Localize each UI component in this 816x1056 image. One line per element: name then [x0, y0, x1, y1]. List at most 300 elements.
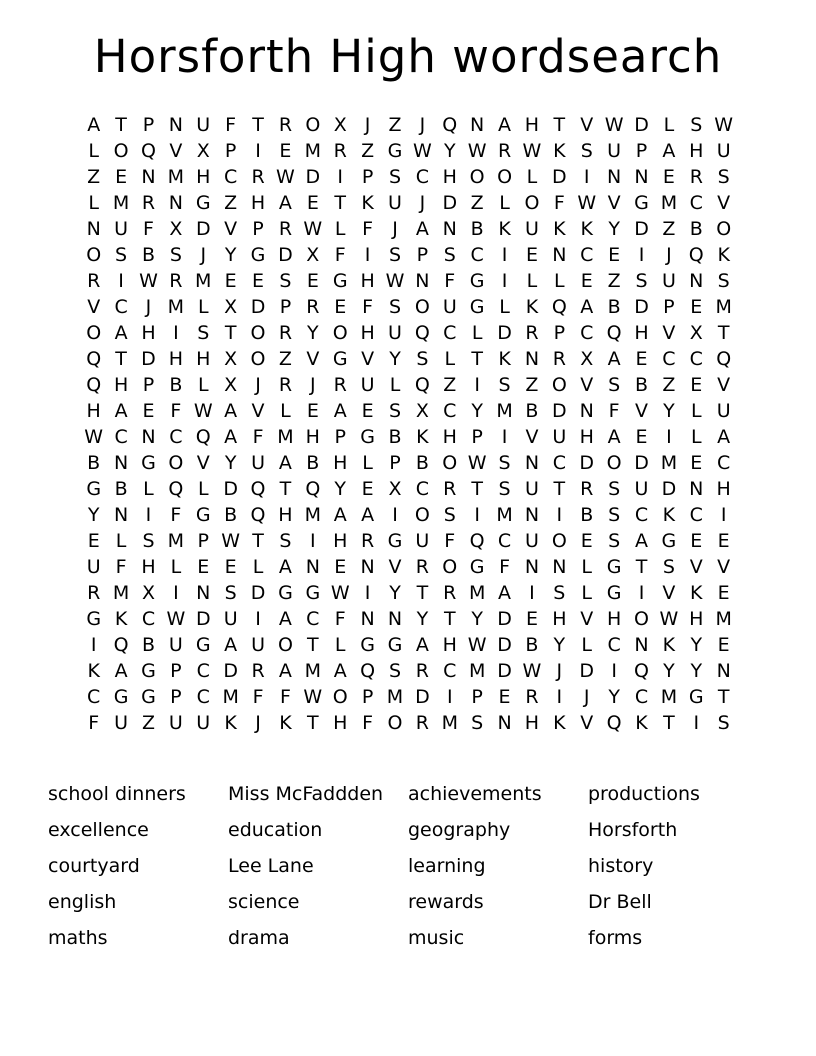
grid-letter: H [141, 556, 156, 578]
grid-letter: E [361, 400, 374, 422]
grid-letter: W [385, 270, 405, 292]
grid-letter: D [497, 608, 512, 630]
grid-letter: Z [525, 374, 539, 396]
grid-letter: P [224, 140, 237, 162]
grid-letter: Q [469, 530, 485, 552]
grid-letter: E [717, 634, 730, 656]
grid-letter: W [522, 140, 542, 162]
grid-letter: B [525, 400, 539, 422]
grid-letter: R [443, 478, 457, 500]
grid-letter: E [197, 556, 210, 578]
grid-letter: R [689, 166, 703, 188]
grid-letter: I [501, 426, 508, 448]
grid-letter: G [387, 140, 403, 162]
grid-letter: R [278, 374, 293, 396]
grid-letter: H [442, 166, 457, 188]
grid-letter: W [522, 660, 542, 682]
grid-letter: E [279, 140, 292, 162]
grid-letter: A [498, 114, 512, 136]
grid-letter: C [443, 400, 457, 422]
grid-letter: W [330, 582, 350, 604]
grid-letter: L [170, 556, 182, 578]
grid-letter: P [361, 686, 374, 708]
grid-letter: F [225, 114, 237, 136]
grid-letter: X [169, 218, 183, 240]
grid-letter: K [553, 140, 566, 162]
grid-letter: U [524, 478, 539, 500]
grid-letter: E [334, 556, 347, 578]
grid-letter: I [364, 582, 371, 604]
grid-letter: C [141, 608, 156, 630]
grid-letter: F [115, 556, 127, 578]
grid-letter: D [250, 296, 266, 318]
grid-letter: A [224, 634, 238, 656]
grid-letter: T [553, 478, 566, 500]
grid-letter: S [279, 530, 292, 552]
grid-letter: K [662, 634, 676, 656]
grid-letter: W [166, 608, 186, 630]
grid-letter: Y [87, 504, 100, 526]
grid-letter: X [196, 140, 210, 162]
grid-letter: V [306, 348, 320, 370]
grid-letter: A [224, 426, 238, 448]
grid-letter: F [279, 686, 291, 708]
grid-letter: S [224, 582, 237, 604]
grid-letter: X [333, 114, 347, 136]
grid-letter: A [498, 582, 512, 604]
grid-letter: M [167, 530, 185, 552]
grid-letter: H [579, 426, 594, 448]
grid-letter: S [580, 140, 593, 162]
grid-letter: J [556, 660, 563, 682]
grid-letter: M [304, 660, 322, 682]
grid-letter: H [278, 504, 293, 526]
grid-letter: G [387, 634, 403, 656]
grid-letter: E [662, 166, 675, 188]
grid-letter: H [196, 166, 211, 188]
grid-letter: N [524, 348, 540, 370]
grid-letter: K [690, 582, 703, 604]
grid-letter: C [580, 244, 594, 266]
grid-letter: Y [663, 400, 675, 422]
grid-letter: R [497, 140, 512, 162]
grid-letter: C [634, 504, 649, 526]
grid-letter: G [195, 634, 211, 656]
grid-letter: B [141, 634, 155, 656]
grid-letter: V [717, 556, 731, 578]
grid-letter: N [497, 712, 512, 734]
grid-letter: L [334, 218, 346, 240]
grid-letter: P [471, 426, 483, 448]
grid-letter: L [280, 400, 291, 422]
grid-letter: D [497, 660, 512, 682]
grid-letter: G [469, 556, 485, 578]
grid-letter: T [471, 478, 483, 500]
grid-letter: W [659, 608, 679, 630]
grid-letter: J [666, 244, 672, 266]
grid-letter: B [470, 218, 484, 240]
grid-letter: F [252, 686, 264, 708]
grid-letter: L [690, 426, 702, 448]
grid-letter: V [169, 140, 183, 162]
grid-letter: L [499, 296, 510, 318]
grid-letter: A [114, 322, 128, 344]
grid-letter: U [661, 270, 676, 292]
grid-letter: Y [307, 322, 319, 344]
grid-letter: U [388, 322, 402, 344]
grid-letter: S [115, 244, 128, 266]
grid-letter: S [169, 244, 182, 266]
grid-letter: I [474, 504, 480, 526]
grid-letter: O [86, 322, 102, 344]
grid-letter: U [388, 192, 402, 214]
grid-letter: W [84, 426, 104, 448]
word-list-item: drama [228, 927, 290, 949]
grid-letter: R [525, 322, 539, 344]
grid-letter: Q [360, 660, 376, 682]
grid-letter: N [524, 452, 540, 474]
grid-letter: N [607, 166, 622, 188]
grid-letter: D [223, 660, 238, 682]
grid-letter: O [606, 452, 622, 474]
grid-letter: L [444, 348, 456, 370]
grid-letter: D [579, 452, 595, 474]
grid-letter: T [443, 608, 456, 630]
grid-letter: L [197, 478, 209, 500]
grid-letter: F [444, 530, 456, 552]
grid-letter: C [662, 348, 676, 370]
grid-letter: E [635, 348, 648, 370]
grid-letter: C [689, 348, 703, 370]
grid-letter: M [112, 192, 130, 214]
grid-letter: N [305, 556, 320, 578]
word-list-item: courtyard [48, 855, 140, 877]
grid-letter: K [279, 712, 292, 734]
grid-letter: Q [305, 478, 321, 500]
grid-letter: F [362, 296, 374, 318]
grid-letter: W [604, 114, 624, 136]
grid-letter: P [252, 218, 264, 240]
grid-letter: N [470, 114, 485, 136]
grid-letter: U [415, 530, 430, 552]
grid-letter: Y [334, 478, 347, 500]
grid-letter: R [306, 296, 320, 318]
grid-letter: Y [389, 348, 401, 370]
grid-letter: M [386, 686, 404, 708]
grid-letter: W [467, 452, 487, 474]
grid-letter: A [278, 608, 292, 630]
grid-letter: H [634, 322, 649, 344]
grid-letter: Z [388, 114, 402, 136]
grid-letter: R [251, 166, 265, 188]
grid-letter: I [638, 244, 645, 266]
grid-letter: I [392, 504, 398, 526]
grid-letter: S [608, 504, 621, 526]
grid-letter: C [114, 296, 128, 318]
grid-letter: C [443, 322, 457, 344]
grid-letter: K [361, 192, 374, 214]
grid-letter: V [689, 556, 703, 578]
grid-letter: E [306, 192, 319, 214]
grid-letter: G [360, 634, 375, 656]
grid-letter: X [306, 244, 320, 266]
grid-letter: C [634, 686, 649, 708]
grid-letter: Y [690, 634, 703, 656]
grid-letter: F [170, 400, 182, 422]
grid-letter: O [497, 166, 513, 188]
grid-letter: R [525, 686, 539, 708]
grid-letter: S [662, 556, 675, 578]
grid-letter: S [443, 504, 456, 526]
grid-letter: Z [224, 192, 238, 214]
word-list-item: productions [588, 783, 700, 805]
grid-letter: Z [278, 348, 292, 370]
grid-letter: Z [87, 166, 101, 188]
grid-letter: E [87, 530, 100, 552]
grid-letter: V [580, 374, 594, 396]
grid-letter: I [529, 582, 535, 604]
grid-letter: L [663, 114, 675, 136]
grid-letter: G [332, 348, 348, 370]
grid-letter: E [525, 244, 538, 266]
grid-letter: L [526, 270, 538, 292]
grid-letter: X [689, 322, 703, 344]
word-list-item: school dinners [48, 783, 186, 805]
grid-letter: R [278, 218, 293, 240]
grid-letter: I [310, 530, 316, 552]
grid-letter: N [196, 582, 211, 604]
grid-letter: Z [607, 270, 621, 292]
grid-letter: J [255, 712, 261, 734]
grid-letter: S [498, 374, 511, 396]
grid-letter: G [387, 530, 403, 552]
grid-letter: Q [250, 478, 266, 500]
grid-letter: Y [553, 634, 566, 656]
grid-letter: M [660, 686, 678, 708]
word-list-item: english [48, 891, 117, 913]
grid-letter: O [332, 686, 348, 708]
grid-letter: G [195, 504, 211, 526]
grid-letter: E [361, 478, 374, 500]
grid-letter: U [607, 140, 622, 162]
grid-letter: Z [662, 374, 676, 396]
grid-letter: T [663, 712, 675, 734]
grid-letter: K [498, 348, 511, 370]
grid-letter: N [86, 218, 101, 240]
grid-letter: P [142, 374, 155, 396]
grid-letter: F [608, 400, 620, 422]
grid-letter: Q [551, 296, 567, 318]
grid-letter: V [388, 556, 402, 578]
grid-letter: E [334, 296, 347, 318]
grid-letter: D [223, 478, 238, 500]
grid-letter: D [579, 660, 595, 682]
grid-letter: T [252, 530, 264, 552]
word-list-item: forms [588, 927, 643, 949]
grid-letter: S [498, 452, 511, 474]
grid-letter: C [607, 634, 621, 656]
word-list-column [228, 776, 408, 956]
grid-letter: R [87, 582, 101, 604]
grid-letter: N [360, 608, 375, 630]
grid-letter: N [689, 478, 704, 500]
grid-letter: I [474, 374, 480, 396]
grid-letter: I [583, 166, 590, 188]
grid-letter: A [415, 634, 429, 656]
grid-letter: B [415, 452, 429, 474]
grid-letter: R [552, 348, 566, 370]
grid-letter: A [278, 660, 292, 682]
grid-letter: K [224, 712, 237, 734]
grid-letter: M [660, 192, 678, 214]
grid-letter: Q [606, 712, 622, 734]
grid-letter: P [279, 296, 292, 318]
grid-letter: S [388, 166, 402, 188]
grid-letter: L [499, 192, 510, 214]
grid-letter: A [333, 660, 347, 682]
grid-letter: J [145, 296, 152, 318]
grid-letter: F [553, 192, 565, 214]
grid-letter: Y [471, 400, 483, 422]
grid-letter: H [333, 712, 348, 734]
grid-letter: C [224, 166, 238, 188]
grid-letter: I [693, 712, 700, 734]
grid-letter: D [497, 322, 512, 344]
word-list-item: Dr Bell [588, 891, 652, 913]
grid-letter: U [524, 218, 539, 240]
grid-letter: T [717, 686, 730, 708]
grid-letter: D [661, 478, 677, 500]
grid-letter: C [415, 478, 430, 500]
grid-letter: Q [606, 322, 622, 344]
word-list-item: education [228, 819, 323, 841]
grid-letter: H [250, 192, 266, 214]
grid-letter: G [86, 608, 102, 630]
grid-letter: Y [608, 218, 620, 240]
grid-letter: M [441, 712, 458, 734]
grid-letter: C [717, 452, 731, 474]
grid-letter: T [635, 556, 648, 578]
grid-letter: X [388, 478, 402, 500]
grid-letter: H [333, 452, 348, 474]
grid-letter: A [278, 192, 292, 214]
grid-letter: X [224, 296, 238, 318]
grid-letter: U [168, 634, 183, 656]
grid-letter: M [222, 686, 239, 708]
grid-letter: Y [471, 608, 483, 630]
grid-letter: Q [442, 114, 458, 136]
grid-letter: O [414, 504, 430, 526]
grid-letter: K [635, 712, 648, 734]
grid-letter: B [306, 452, 320, 474]
grid-letter: U [223, 608, 238, 630]
grid-letter: N [552, 556, 567, 578]
grid-letter: W [139, 270, 158, 292]
grid-letter: G [688, 686, 704, 708]
grid-letter: O [469, 166, 485, 188]
grid-letter: J [364, 114, 371, 136]
grid-letter: E [525, 608, 538, 630]
grid-letter: O [551, 374, 567, 396]
grid-letter: G [113, 686, 129, 708]
grid-letter: V [580, 608, 594, 630]
grid-letter: S [443, 244, 456, 266]
grid-letter: C [497, 530, 512, 552]
grid-letter: W [221, 530, 241, 552]
grid-letter: O [168, 452, 184, 474]
grid-letter: P [471, 686, 483, 708]
grid-letter: S [717, 712, 730, 734]
grid-letter: S [388, 400, 402, 422]
word-list-item: excellence [48, 819, 149, 841]
grid-letter: L [334, 634, 346, 656]
grid-letter: D [250, 582, 266, 604]
grid-letter: O [86, 244, 102, 266]
grid-letter: Q [168, 478, 184, 500]
grid-letter: C [470, 244, 484, 266]
grid-letter: G [606, 556, 622, 578]
grid-letter: S [717, 166, 730, 188]
grid-letter: L [115, 530, 127, 552]
grid-letter: P [389, 452, 401, 474]
grid-letter: U [114, 218, 129, 240]
grid-letter: G [332, 270, 348, 292]
grid-letter: E [690, 374, 703, 396]
grid-letter: J [583, 686, 590, 708]
grid-letter: R [169, 270, 183, 292]
grid-letter: G [360, 426, 375, 448]
grid-letter: A [607, 348, 621, 370]
grid-letter: X [580, 348, 594, 370]
grid-letter: O [113, 140, 129, 162]
grid-letter: V [662, 322, 676, 344]
grid-letter: B [580, 504, 594, 526]
grid-letter: O [332, 322, 348, 344]
grid-letter: R [251, 660, 265, 682]
grid-letter: P [416, 244, 429, 266]
grid-letter: C [87, 686, 101, 708]
grid-letter: F [499, 556, 511, 578]
grid-letter: R [141, 192, 156, 214]
grid-letter: L [581, 556, 593, 578]
grid-letter: U [360, 374, 375, 396]
grid-letter: T [224, 322, 237, 344]
grid-letter: U [251, 452, 265, 474]
grid-letter: E [580, 270, 593, 292]
grid-letter: M [167, 166, 185, 188]
grid-letter: R [333, 374, 347, 396]
word-list [48, 776, 768, 956]
grid-letter: Y [663, 660, 675, 682]
wordsearch-grid [80, 112, 737, 736]
grid-letter: D [442, 192, 458, 214]
grid-letter: K [553, 712, 566, 734]
grid-letter: I [173, 582, 179, 604]
grid-letter: D [305, 166, 321, 188]
grid-letter: C [552, 452, 566, 474]
grid-letter: D [195, 218, 211, 240]
grid-letter: D [497, 634, 512, 656]
grid-letter: O [442, 452, 458, 474]
grid-letter: O [277, 634, 293, 656]
grid-letter: C [415, 166, 430, 188]
grid-letter: L [581, 634, 593, 656]
grid-letter: B [689, 218, 703, 240]
grid-letter: R [580, 478, 594, 500]
word-list-item: geography [408, 819, 511, 841]
grid-letter: U [251, 634, 265, 656]
grid-letter: L [88, 140, 99, 162]
